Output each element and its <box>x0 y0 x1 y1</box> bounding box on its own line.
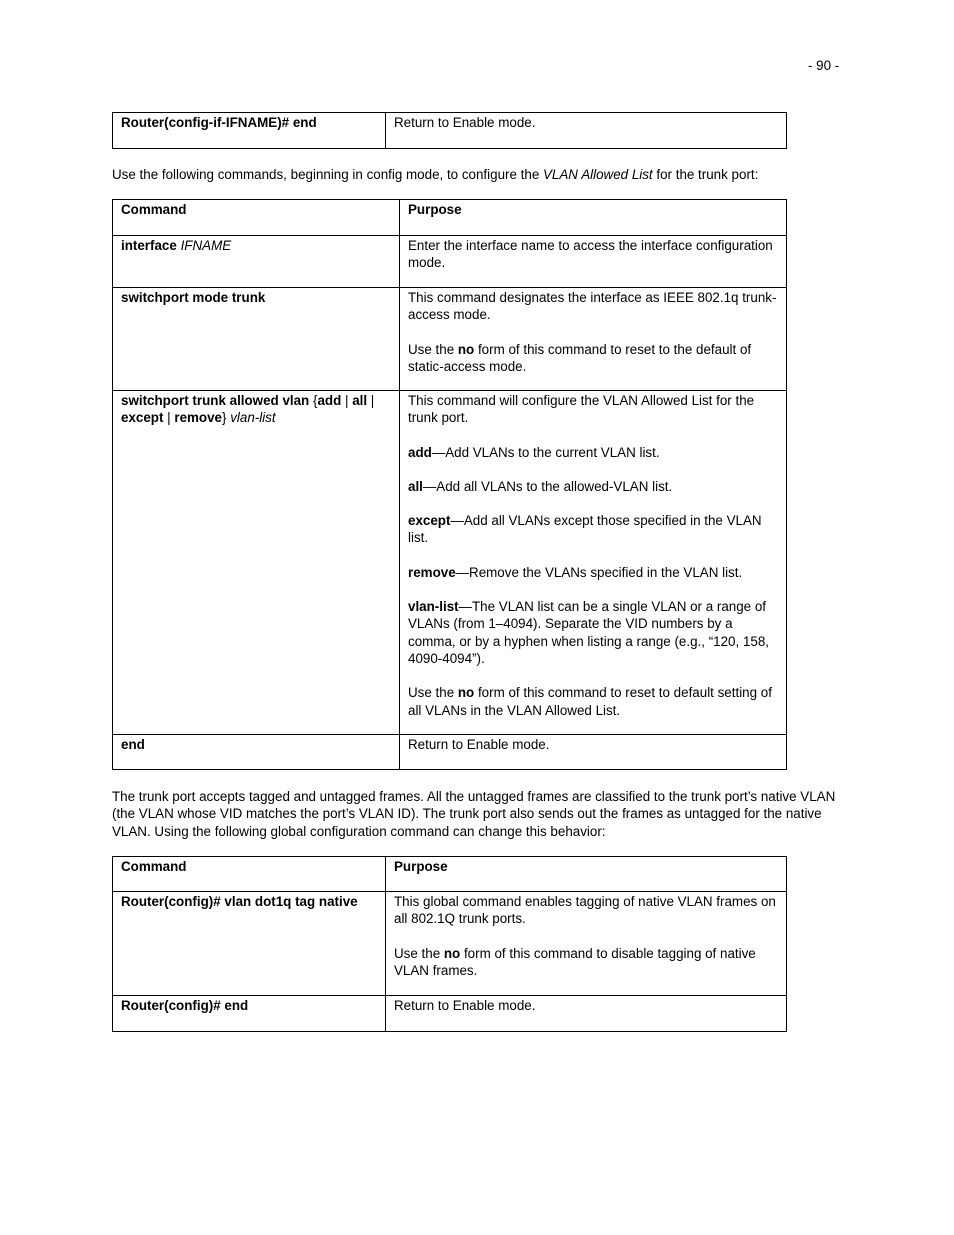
purpose-text: This global command enables tagging of native VLAN frames on all 802.1Q trunk ports. <box>394 894 776 927</box>
option-term: remove <box>408 564 456 580</box>
purpose-note <box>408 341 778 376</box>
header-command-label: Command <box>121 202 187 217</box>
table-row <box>113 236 787 288</box>
command-keyword: switchport trunk allowed vlan <box>121 393 310 408</box>
note-text-end: form of this command to reset to the default of static-access mode. <box>408 341 752 374</box>
command-text: end <box>121 737 145 752</box>
purpose-cell <box>400 288 787 391</box>
command-keyword: interface <box>121 238 177 253</box>
option-description <box>408 564 778 581</box>
header-purpose-label: Purpose <box>394 859 448 874</box>
command-text: Router(config)# vlan dot1q tag native <box>121 894 358 909</box>
trunk-port-paragraph: The trunk port accepts tagged and untagged frames. All the untagged frames are classified to the trunk port’s native VLAN (the VLAN whose VID matches the port’s VLAN ID). The trunk port also sends out the frames as untagged for the native VLAN. Using the following global configuration command can change this behavior: <box>112 789 836 839</box>
option-except: except <box>121 410 164 426</box>
purpose-note <box>394 945 778 980</box>
command-cell <box>113 288 400 391</box>
header-purpose-label: Purpose <box>408 202 462 217</box>
command-cell <box>113 113 386 149</box>
table-row <box>113 113 787 149</box>
header-purpose <box>386 857 787 892</box>
purpose-cell <box>386 892 787 996</box>
table-row <box>113 735 787 770</box>
purpose-text: Enter the interface name to access the interface configuration mode. <box>408 238 773 271</box>
command-argument: vlan-list <box>230 410 276 426</box>
note-keyword: no <box>443 945 461 961</box>
table-header-row <box>113 200 787 236</box>
intro-text: Use the following commands, beginning in config mode, to configure the <box>112 167 543 182</box>
option-term: vlan-list <box>408 599 459 615</box>
purpose-cell <box>386 113 787 149</box>
command-cell <box>113 996 386 1032</box>
table-row <box>113 288 787 391</box>
intro-paragraph <box>112 166 838 183</box>
header-purpose <box>400 200 787 236</box>
option-term: add <box>408 444 432 460</box>
command-cell <box>113 236 400 288</box>
page-number: - 90 - <box>808 58 840 73</box>
header-command-label: Command <box>121 859 187 874</box>
option-remove: remove <box>174 410 222 426</box>
command-argument: IFNAME <box>180 238 232 253</box>
command-cell <box>113 391 400 735</box>
option-all: all <box>352 393 368 408</box>
option-add: add <box>317 393 342 408</box>
command-pipe: | <box>367 393 375 408</box>
note-text-end: form of this command to reset to default setting of all VLANs in the VLAN Allowed List. <box>408 685 772 718</box>
command-text: Router(config)# end <box>121 998 249 1013</box>
option-desc: —Add all VLANs except those specified in the VLAN list. <box>408 513 762 546</box>
purpose-cell <box>400 236 787 288</box>
table-header-row <box>113 857 787 892</box>
command-brace: { <box>309 393 318 408</box>
option-term: except <box>408 513 451 529</box>
purpose-text: Return to Enable mode. <box>394 115 536 130</box>
note-text-end: form of this command to disable tagging of native VLAN frames. <box>394 945 756 978</box>
option-term: all <box>408 478 423 494</box>
purpose-text: Return to Enable mode. <box>408 737 550 752</box>
option-description <box>408 478 778 495</box>
header-command <box>113 857 386 892</box>
option-desc: —Add VLANs to the current VLAN list. <box>431 444 660 460</box>
option-desc: —Add all VLANs to the allowed-VLAN list. <box>422 478 673 494</box>
note-text: Use the <box>408 685 458 701</box>
table-row <box>113 996 787 1032</box>
option-description <box>408 598 778 667</box>
command-text: switchport mode trunk <box>121 290 266 305</box>
command-table-end <box>112 112 787 149</box>
command-pipe: | <box>163 410 175 426</box>
note-text: Use the <box>408 341 458 357</box>
table-row <box>113 892 787 996</box>
table-row <box>113 391 787 735</box>
option-description <box>408 512 778 547</box>
note-keyword: no <box>457 341 475 357</box>
vlan-allowed-list-table <box>112 199 787 770</box>
purpose-note <box>408 684 778 719</box>
intro-text-end: for the trunk port: <box>652 167 759 182</box>
purpose-text: Return to Enable mode. <box>394 998 536 1013</box>
command-pipe: | <box>341 393 353 408</box>
note-keyword: no <box>457 685 475 701</box>
purpose-cell <box>386 996 787 1032</box>
command-cell <box>113 735 400 770</box>
header-command <box>113 200 400 236</box>
command-text: Router(config-if-IFNAME)# end <box>121 115 317 130</box>
purpose-cell <box>400 391 787 735</box>
native-vlan-table <box>112 856 787 1032</box>
purpose-cell <box>400 735 787 770</box>
option-desc: —The VLAN list can be a single VLAN or a range of VLANs (from 1–4094). Separate the VID numbers by a comma, or by a hyphen when listing a range (e.g., “120, 158, 4090-4094”). <box>408 599 770 666</box>
option-description <box>408 444 778 461</box>
intro-term: VLAN Allowed List <box>543 167 653 182</box>
command-cell <box>113 892 386 996</box>
command-brace: } <box>222 410 231 426</box>
option-desc: —Remove the VLANs specified in the VLAN list. <box>455 564 743 580</box>
note-text: Use the <box>394 945 444 961</box>
purpose-text: This command designates the interface as IEEE 802.1q trunk-access mode. <box>408 290 777 323</box>
purpose-text: This command will configure the VLAN Allowed List for the trunk port. <box>408 393 755 426</box>
